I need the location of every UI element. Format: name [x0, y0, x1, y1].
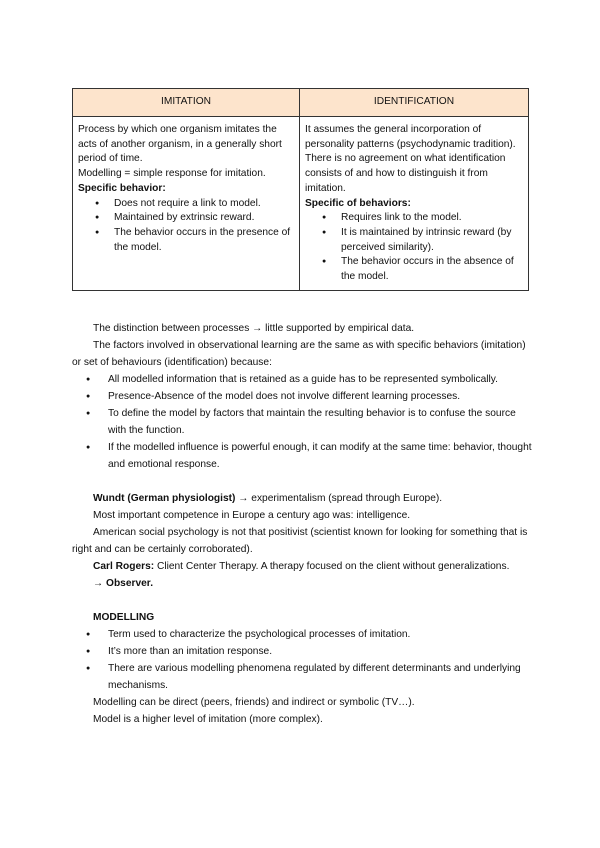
list-item: ● It is maintained by intrinsic reward (by perceived similarity). [305, 226, 523, 255]
modelling-heading [72, 609, 532, 626]
list-item: ● Presence-Absence of the model does not involve different learning processes. [72, 388, 532, 405]
observer-arrow: → [93, 578, 107, 589]
identification-agreement: There is no agreement on what identification consists of and how to distinguish it from imitation. [305, 153, 506, 194]
imitation-cell [73, 117, 300, 291]
wundt-rest: → experimentalism (spread through Europe). [235, 493, 443, 504]
header-imitation: IMITATION [73, 89, 300, 117]
identification-bullet-list [305, 211, 523, 285]
observer-line [72, 575, 532, 592]
body-text [72, 320, 532, 728]
factors-bullet-list [72, 371, 532, 473]
imitation-subheading: Specific behavior: [78, 182, 166, 194]
observer-bold: Observer. [106, 578, 154, 589]
list-item: ● All modelled information that is retained as a guide has to be represented symbolically. [72, 371, 532, 388]
competence-line: Most important competence in Europe a century ago was: intelligence. [93, 510, 411, 521]
rogers-paragraph [72, 558, 532, 575]
wundt-line [72, 490, 532, 507]
imitation-definition: Process by which one organism imitates the acts of another organism, in a generally short period of time. [78, 124, 282, 165]
wundt-bold: Wundt (German physiologist) [93, 493, 236, 504]
list-item: ● Requires link to the model. [305, 211, 523, 226]
identification-cell [300, 117, 529, 291]
list-item: ● It’s more than an imitation response. [72, 643, 532, 660]
rogers-rest: Client Center Therapy. A therapy focused on the client without generalizations. [154, 561, 510, 572]
header-identification: IDENTIFICATION [300, 89, 529, 117]
spacer [72, 592, 532, 609]
modelling-heading-text: MODELLING [93, 612, 155, 623]
list-item: ● To define the model by factors that maintain the resulting behavior is to confuse the source with the function. [72, 405, 532, 439]
list-item: ● The behavior occurs in the presence of the model. [78, 226, 294, 255]
rogers-bold: Carl Rogers: [93, 561, 155, 572]
comparison-table [72, 88, 529, 291]
spacer [72, 473, 532, 490]
identification-definition: It assumes the general incorporation of personality patterns (psychodynamic tradition). [305, 124, 516, 150]
direct-line: Modelling can be direct (peers, friends) and indirect or symbolic (TV…). [93, 697, 415, 708]
list-item: ● Term used to characterize the psychological processes of imitation. [72, 626, 532, 643]
modelling-bullet-list [72, 626, 532, 694]
distinction-paragraph: The distinction between processes → little supported by empirical data. [93, 323, 415, 334]
higher-line: Model is a higher level of imitation (more complex). [93, 714, 323, 725]
list-item: ● Does not require a link to model. [78, 197, 294, 212]
list-item: ● If the modelled influence is powerful enough, it can modify at the same time: behavior, thought and emotional response. [72, 439, 532, 473]
list-item: ● Maintained by extrinsic reward. [78, 211, 294, 226]
factors-paragraph: The factors involved in observational learning are the same as with specific behaviors (imitation) or set of behaviours (identification) because: [72, 340, 526, 368]
american-paragraph: American social psychology is not that positivist (scientist known for looking for something that is right and can be certainly corroborated). [72, 527, 528, 555]
list-item: ● The behavior occurs in the absence of the model. [305, 255, 523, 284]
imitation-bullet-list [78, 197, 294, 256]
imitation-modelling: Modelling = simple response for imitation. [78, 168, 266, 180]
identification-subheading: Specific of behaviors: [305, 197, 411, 209]
list-item: ● There are various modelling phenomena regulated by different determinants and underlying mechanisms. [72, 660, 532, 694]
